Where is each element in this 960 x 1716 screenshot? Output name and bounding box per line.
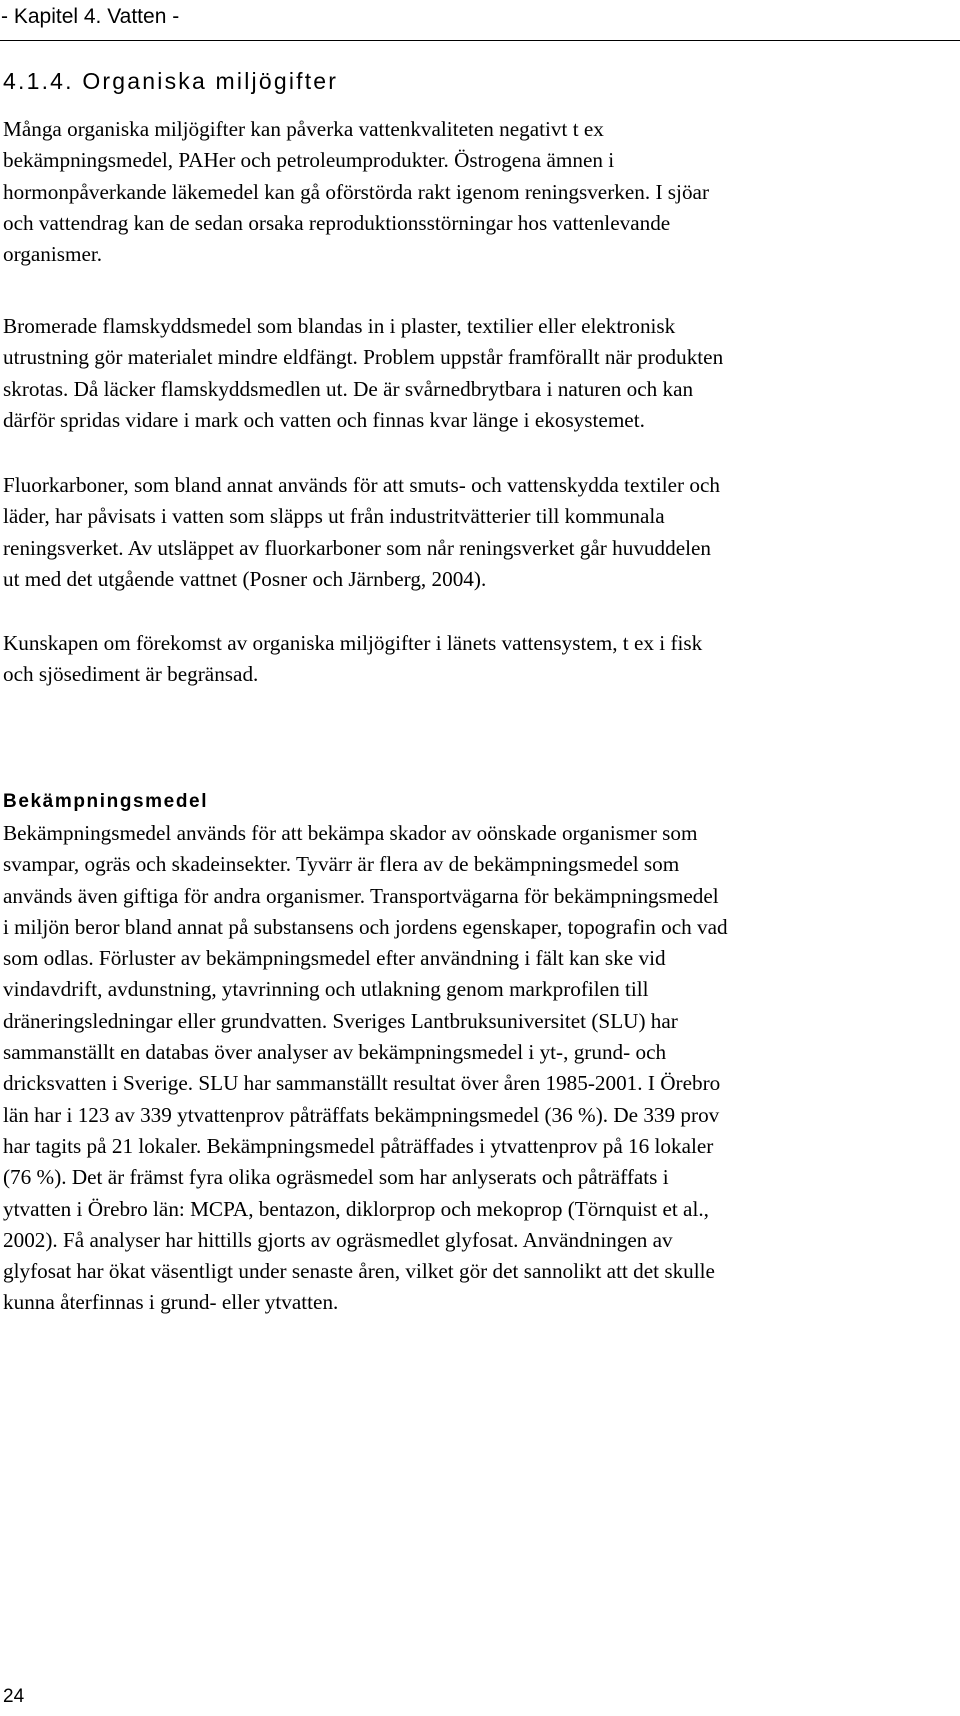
paragraph-flame-retardants <box>3 311 953 436</box>
text-line: svampar, ogräs och skadeinsekter. Tyvärr är flera av de bekämpningsmedel som <box>3 852 680 877</box>
paragraph-intro <box>3 114 953 270</box>
text-line: har tagits på 21 lokaler. Bekämpningsmedel påträffades i ytvattenprov på 16 lokaler <box>3 1133 714 1158</box>
section-title: 4.1.4. Organiska miljögifter <box>3 68 339 94</box>
text-line: ytvatten i Örebro län: MCPA, bentazon, diklorprop och mekoprop (Törnquist et al., <box>3 1196 709 1221</box>
text-line: därför spridas vidare i mark och vatten och finnas kvar länge i ekosystemet. <box>3 407 645 432</box>
text-line: vindavdrift, avdunstning, ytavrinning och utlakning genom markprofilen till <box>3 977 649 1002</box>
text-line: hormonpåverkande läkemedel kan gå oförstörda rakt igenom reningsverken. I sjöar <box>3 179 709 204</box>
chapter-header: - Kapitel 4. Vatten - <box>1 4 185 30</box>
text-line: kunna återfinnas i grund- eller ytvatten. <box>3 1290 339 1315</box>
text-line: dricksvatten i Sverige. SLU har sammanställt resultat över åren 1985-2001. I Örebro <box>3 1071 721 1096</box>
text-line: dräneringsledningar eller grundvatten. Sveriges Lantbruksuniversitet (SLU) har <box>3 1008 678 1033</box>
running-header <box>0 0 960 44</box>
paragraph-pesticides <box>3 818 953 1319</box>
text-line: Kunskapen om förekomst av organiska miljögifter i länets vattensystem, t ex i fisk <box>3 631 703 655</box>
text-line: ut med det utgående vattnet (Posner och Järnberg, 2004). <box>3 566 487 591</box>
text-line: glyfosat har ökat väsentligt under senaste åren, vilket gör det sannolikt att det skulle <box>3 1259 715 1284</box>
text-line: Bromerade flamskyddsmedel som blandas in i plaster, textilier eller elektronisk <box>3 314 676 338</box>
text-line: reningsverket. Av utsläppet av fluorkarboner som når reningsverket går huvuddelen <box>3 535 711 560</box>
text-line: Fluorkarboner, som bland annat används för att smuts- och vattenskydda textiler och <box>3 473 720 497</box>
text-line: utrustning gör materialet mindre eldfängt. Problem uppstår framförallt när produkten <box>3 345 724 370</box>
text-line: och vattendrag kan de sedan orsaka reproduktionsstörningar hos vattenlevande <box>3 210 671 235</box>
paragraph-knowledge <box>3 628 953 691</box>
text-line: skrotas. Då läcker flamskyddsmedlen ut. De är svårnedbrytbara i naturen och kan <box>3 376 694 401</box>
text-line: län har i 123 av 339 ytvattenprov påträffats bekämpningsmedel (36 %). De 339 prov <box>3 1102 720 1127</box>
text-line: organismer. <box>3 242 103 267</box>
text-line: i miljön beror bland annat på substansens och jordens egenskaper, topografin och vad <box>3 914 728 939</box>
text-line: (76 %). Det är främst fyra olika ogräsmedel som har anlyserats och påträffats i <box>3 1165 669 1190</box>
text-line: Bekämpningsmedel används för att bekämpa skador av oönskade organismer som <box>3 821 698 845</box>
text-line: som odlas. Förluster av bekämpningsmedel efter användning i fält kan ske vid <box>3 946 666 971</box>
subsection-title: Bekämpningsmedel <box>3 791 209 812</box>
text-line: bekämpningsmedel, PAHer och petroleumprodukter. Östrogena ämnen i <box>3 148 615 173</box>
text-line: används även giftiga för andra organismer. Transportvägarna för bekämpningsmedel <box>3 883 719 908</box>
text-line: och sjösediment är begränsad. <box>3 662 259 687</box>
text-line: läder, har påvisats i vatten som släpps ut från industritvätterier till kommunala <box>3 504 665 529</box>
header-rule <box>0 40 960 41</box>
page-number: 24 <box>3 1686 25 1707</box>
text-line: Många organiska miljögifter kan påverka vattenkvaliteten negativt t ex <box>3 117 604 141</box>
text-line: 2002). Få analyser har hittills gjorts av ogräsmedlet glyfosat. Användningen av <box>3 1227 673 1252</box>
paragraph-fluorocarbons <box>3 470 953 595</box>
text-line: sammanställt en databas över analyser av bekämpningsmedel i yt-, grund- och <box>3 1040 667 1065</box>
